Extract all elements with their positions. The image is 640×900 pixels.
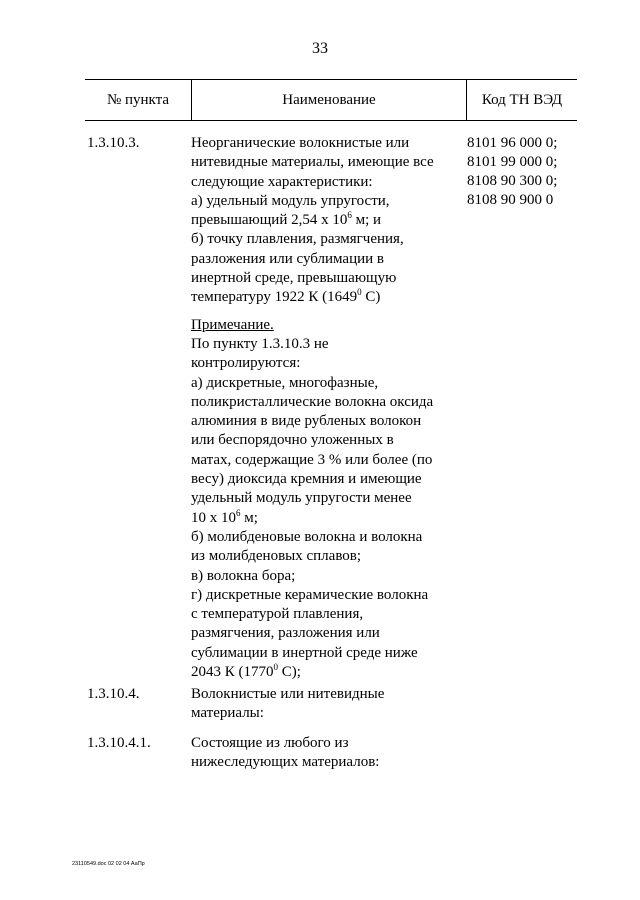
note-line: г) дискретные керамические волокна [191,586,429,603]
name-line: Неорганические волокнистые или [191,135,410,151]
modulus-suffix: м; и [351,212,382,229]
tn-ved-code: 8101 96 000 0; [467,135,558,151]
item-name [191,685,466,724]
item-codes [467,134,557,210]
modulus-exponent: 6 [347,210,352,221]
name-line: Состоящие из любого из [191,735,349,751]
modulus-line [191,211,466,230]
modulus-prefix: превышающий 2,54 х 10 [191,212,348,229]
temperature-line [191,288,466,307]
note-line: или беспорядочно уложенных в [191,432,394,449]
name-line: Волокнистые или нитевидные [191,686,385,702]
note-temperature-line [191,663,466,682]
note-line: в) волокна бора; [191,567,296,584]
note-line: с температурой плавления, [191,606,364,623]
note-line: контролируются: [191,355,301,372]
temperature-suffix: С) [361,289,381,306]
name-line: нитевидные материалы, имеющие все [191,154,434,171]
footer-file-reference: 23110549.doc 02 02 04 АаПр [72,861,145,867]
note-modulus-suffix: м; [240,509,258,526]
name-line: разложения или сублимации в [191,250,385,267]
header-number-cell [85,80,191,120]
header-code-label: Код ТН ВЭД [481,91,563,108]
note-line: матах, содержащие 3 % или более (по [191,451,433,468]
header-name-cell [191,80,467,120]
note-line: По пункту 1.3.10.3 не [191,335,329,352]
note-temperature-prefix: 2043 К (1770 [191,664,274,681]
note-modulus-exponent: 6 [236,507,241,518]
note-line: удельный модуль упругости менее [191,490,412,507]
name-line: нижеследующих материалов: [191,754,380,771]
header-code-cell [467,80,577,120]
tn-ved-code: 8108 90 300 0; [467,173,558,189]
item-number: 1.3.10.3. [87,135,140,151]
note-line: алюминия в виде рубленых волокон [191,413,422,430]
item-number: 1.3.10.4. [87,686,140,702]
note-line: поликристаллические волокна оксида [191,393,434,410]
table-header [85,79,577,121]
note-line: а) дискретные, многофазные, [191,374,379,391]
tn-ved-code: 8108 90 900 0 [467,192,554,208]
item-name [191,134,466,682]
temperature-exponent: 0 [357,287,362,298]
note-line: из молибденовых сплавов; [191,548,362,565]
name-line: следующие характеристики: [191,173,373,190]
note-temperature-exponent: 0 [273,662,278,673]
note-line: размягчения, разложения или [191,625,380,642]
item-number: 1.3.10.4.1. [87,735,151,751]
page-number: 33 [312,40,328,57]
name-line: б) точку плавления, размягчения, [191,231,404,248]
note-temperature-suffix: С); [278,664,301,681]
name-line: материалы: [191,705,264,722]
name-line: а) удельный модуль упругости, [191,192,390,209]
note-modulus-line [191,509,466,528]
header-name-label: Наименование [282,91,376,108]
temperature-prefix: температуру 1922 К (1649 [191,289,358,306]
item-name [191,734,466,773]
name-line: инертной среде, превышающую [191,270,397,287]
header-number-label: № пункта [106,91,170,108]
note-line: б) молибденовые волокна и волокна [191,528,423,545]
note-line: весу) диоксида кремния и имеющие [191,471,422,488]
note-title: Примечание. [191,316,274,333]
tn-ved-code: 8101 99 000 0; [467,154,558,170]
note-modulus-prefix: 10 х 10 [191,509,236,526]
note-line: сублимации в инертной среде ниже [191,644,418,661]
